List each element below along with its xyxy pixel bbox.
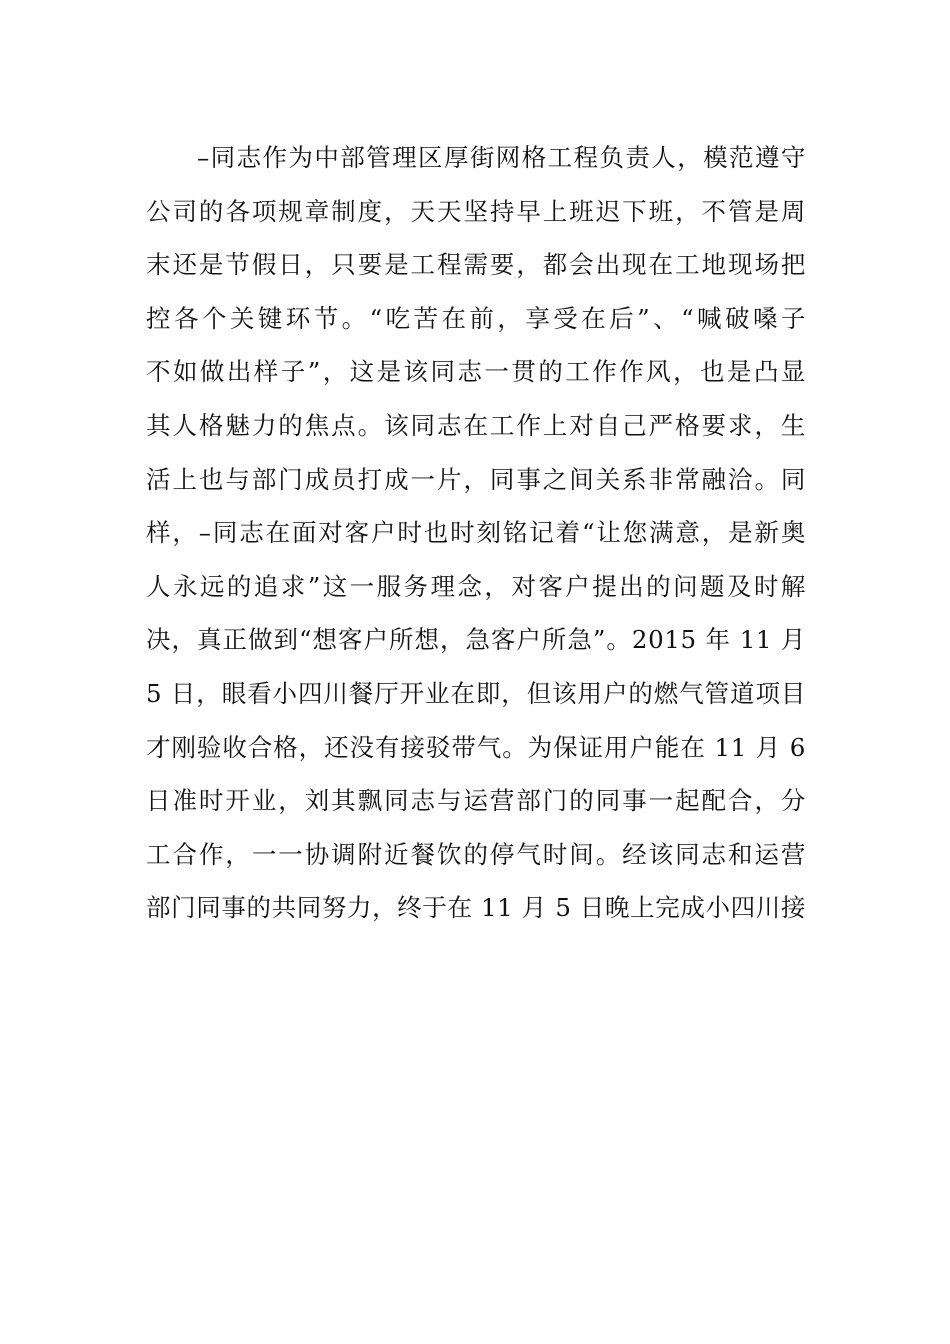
text-line-2: 公司的各项规章制度，天天坚持早上班迟下班，不管是周 — [146, 196, 806, 226]
text-line-13: 日准时开业，刘其飘同志与运营部门的同事一起配合，分 — [146, 786, 806, 816]
text-line-10: 决，真正做到“想客户所想，急客户所急”。2015 年 11 月 — [146, 625, 806, 655]
text-line-12: 才刚验收合格，还没有接驳带气。为保证用户能在 11 月 6 — [146, 732, 806, 762]
text-line-6: 其人格魅力的焦点。该同志在工作上对自己严格要求，生 — [146, 410, 806, 440]
text-line-7: 活上也与部门成员打成一片，同事之间关系非常融洽。同 — [146, 464, 806, 494]
text-line-4: 控各个关键环节。“吃苦在前，享受在后”、“喊破嗓子 — [146, 303, 806, 333]
text-line-1: –同志作为中部管理区厚街网格工程负责人，模范遵守 — [197, 143, 806, 172]
body-paragraph — [146, 131, 806, 935]
text-line-11: 5 日，眼看小四川餐厅开业在即，但该用户的燃气管道项目 — [146, 678, 806, 708]
text-line-9: 人永远的追求”这一服务理念，对客户提出的问题及时解 — [146, 571, 806, 601]
text-line-5: 不如做出样子”，这是该同志一贯的工作作风，也是凸显 — [146, 357, 806, 387]
text-line-3: 末还是节假日，只要是工程需要，都会出现在工地现场把 — [146, 250, 806, 280]
text-line-8: 样，–同志在面对客户时也时刻铭记着“让您满意，是新奥 — [146, 518, 806, 548]
text-line-14: 工合作，一一协调附近餐饮的停气时间。经该同志和运营 — [146, 839, 806, 869]
text-line-15: 部门同事的共同努力，终于在 11 月 5 日晚上完成小四川接 — [146, 893, 806, 923]
